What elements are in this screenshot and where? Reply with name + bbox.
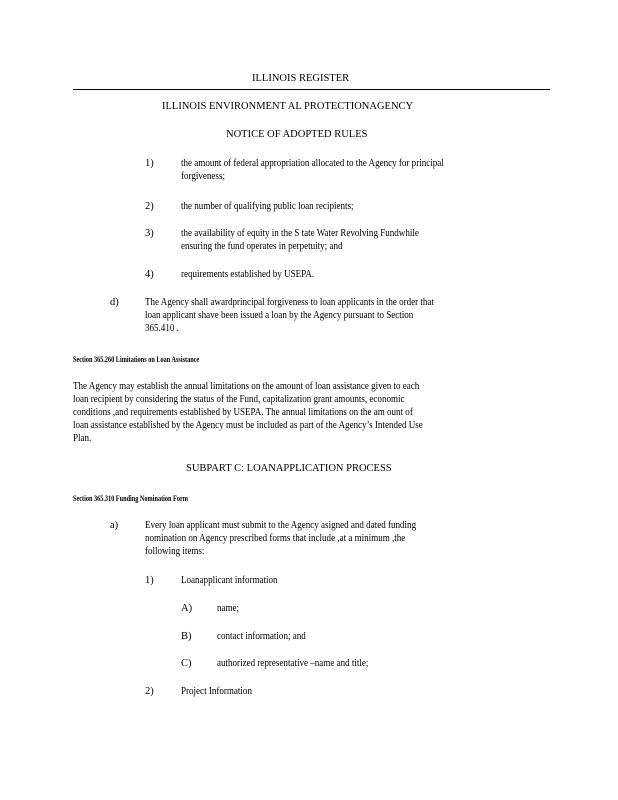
item-text: following items: [145,546,205,557]
item-text: loan applicant shave been issued a loan by the Agency pursuant to Section [145,310,414,321]
item-text: The Agency shall awardprincipal forgiveness to loan applicants in the order that [145,297,434,308]
list-item-number: 2) [145,686,154,697]
paragraph-line: loan recipient by considering the status of the Fund, capitalization grant amounts, economic [73,394,405,405]
sub-item-label: A) [181,603,193,614]
item-text: nomination on Agency prescribed forms that include ,at a minimum ,the [145,533,406,544]
list-item-number: 3) [145,228,154,239]
sub-item-label: C) [181,658,192,669]
list-item-text: requirements established by USEPA. [181,269,315,280]
paragraph-line: The Agency may establish the annual limitations on the amount of loan assistance given to each [73,381,420,392]
agency-header: ILLINOIS ENVIRONMENT AL PROTECTIONAGENCY [162,101,414,112]
sub-item-text: authorized representative –name and title; [217,658,369,669]
list-item-text: forgiveness; [181,171,225,182]
list-item-text: the number of qualifying public loan recipients; [181,201,354,212]
subpart-heading: SUBPART C: LOANAPPLICATION PROCESS [186,463,392,474]
list-item-text: the availability of equity in the S tate Water Revolving Fundwhile [181,228,419,239]
register-header: ILLINOIS REGISTER [252,73,350,84]
notice-header: NOTICE OF ADOPTED RULES [226,129,368,140]
paragraph-line: Plan. [73,433,92,444]
list-item-number: 4) [145,269,154,280]
sub-item-text: contact information; and [217,631,306,642]
paragraph-line: conditions ,and requirements established by USEPA. The annual limitations on the am ount of [73,407,413,418]
list-item-number: 2) [145,201,154,212]
list-item-number: 1) [145,575,154,586]
sub-item-text: name; [217,603,240,614]
item-text: Every loan applicant must submit to the Agency asigned and dated funding [145,520,417,531]
list-item-text: Project Information [181,686,252,697]
list-item-text: Loanapplicant information [181,575,278,586]
section-heading: Section 365.310 Funding Nomination Form [73,494,188,503]
section-heading: Section 365.260 Limitations on Loan Assistance [73,355,200,364]
item-label: a) [110,520,119,531]
item-text: 365.410 . [145,323,179,334]
header-rule [73,89,550,90]
item-label: d) [110,297,119,308]
paragraph-line: loan assistance established by the Agency must be included as part of the Agency’s Intended Use [73,420,423,431]
list-item-text: the amount of federal appropriation allocated to the Agency for principal [181,158,444,169]
list-item-number: 1) [145,158,154,169]
sub-item-label: B) [181,631,192,642]
list-item-text: ensuring the fund operates in perpetuity; and [181,241,343,252]
